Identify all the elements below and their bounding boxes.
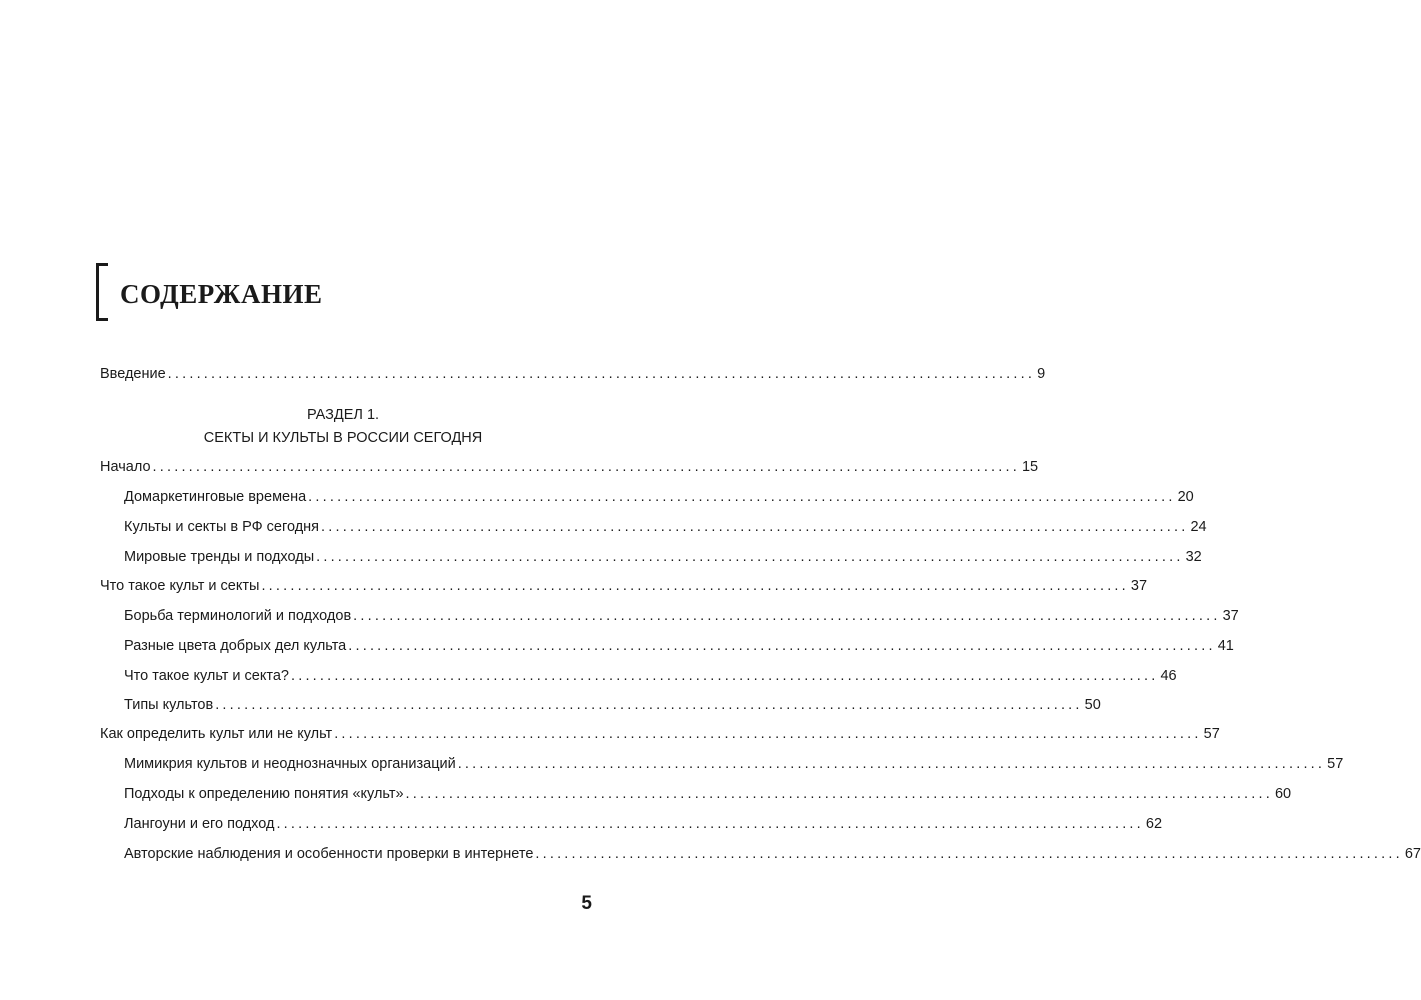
toc-entry-title: Начало xyxy=(100,459,151,475)
toc-entry-title: Введение xyxy=(100,366,166,382)
toc-entry-page: 32 xyxy=(1185,549,1202,565)
toc-leader-dots: ........................................................................................................................ xyxy=(334,726,1202,742)
toc-entry-e3[interactable] xyxy=(100,724,1220,744)
toc-entry-page: 37 xyxy=(1222,608,1239,624)
toc-entry-title: Борьба терминологий и подходов xyxy=(124,608,352,624)
toc-entry-title: Разные цвета добрых дел культа xyxy=(124,638,347,654)
section-title: СЕКТЫ И КУЛЬТЫ В РОССИИ СЕГОДНЯ xyxy=(203,430,483,446)
toc-entry-title: Подходы к определению понятия «культ» xyxy=(124,786,404,802)
toc-entry-title: Мимикрия культов и неоднозначных организаций xyxy=(124,756,456,772)
toc-entry-page: 57 xyxy=(1327,756,1344,772)
toc-entry-e2-1[interactable] xyxy=(124,606,1239,626)
section-label: РАЗДЕЛ 1. xyxy=(306,407,380,423)
toc-leader-dots: ........................................................................................................................ xyxy=(261,578,1129,594)
toc-entry-e3-2[interactable] xyxy=(124,784,1292,804)
toc-entry-title: Типы культов xyxy=(124,697,214,713)
toc-leader-dots: ........................................................................................................................ xyxy=(276,816,1144,832)
toc-entry-page: 67 xyxy=(1404,846,1421,862)
toc-entry-title: Что такое культ и секты xyxy=(100,578,260,594)
toc-entry-page: 15 xyxy=(1021,459,1039,475)
toc-entry-e1-1[interactable] xyxy=(124,487,1194,507)
toc-leader-dots: ........................................................................................................................ xyxy=(291,668,1159,684)
toc-entry-page: 50 xyxy=(1084,697,1101,713)
toc-entry-title: Авторские наблюдения и особенности проверки в интернете xyxy=(124,846,534,862)
toc-leader-dots: ........................................................................................................................ xyxy=(152,459,1020,475)
toc-entry-e3-3[interactable] xyxy=(124,814,1163,834)
toc-entry-page: 46 xyxy=(1160,668,1177,684)
toc-entry-title: Мировые тренды и подходы xyxy=(124,549,315,565)
toc-entry-e2[interactable] xyxy=(100,576,1148,596)
toc-leader-dots: ........................................................................................................................ xyxy=(457,756,1326,772)
toc-entry-page: 24 xyxy=(1190,519,1207,535)
toc-entry-page: 20 xyxy=(1177,489,1194,505)
toc-entry-title: Как определить культ или не культ xyxy=(100,726,333,742)
heading-title: СОДЕРЖАНИЕ xyxy=(120,278,323,309)
toc-leader-dots: ........................................................................................................................ xyxy=(215,697,1083,713)
toc-entry-page: 62 xyxy=(1145,816,1163,832)
toc-leader-dots: ........................................................................................................................ xyxy=(167,366,1036,382)
toc-entry-page: 37 xyxy=(1130,578,1148,594)
toc-entry-intro[interactable] xyxy=(100,364,1046,384)
toc-entry-e2-2[interactable] xyxy=(124,636,1234,656)
toc-entry-title: Что такое культ и секта? xyxy=(124,668,289,684)
toc-entry-e1-2[interactable] xyxy=(124,517,1207,537)
toc-leader-dots: ........................................................................................................................ xyxy=(321,519,1189,535)
heading-bracket xyxy=(96,263,108,321)
page-number: 5 xyxy=(581,893,592,914)
toc-leader-dots: ........................................................................................................................ xyxy=(535,846,1403,862)
toc-entry-page: 9 xyxy=(1037,366,1046,382)
toc-entry-e1-3[interactable] xyxy=(124,547,1202,567)
toc-heading xyxy=(96,262,323,322)
toc-leader-dots: ........................................................................................................................ xyxy=(308,489,1176,505)
toc-entry-e2-4[interactable] xyxy=(124,695,1101,715)
toc-entry-title: Культы и секты в РФ сегодня xyxy=(124,519,320,535)
toc-leader-dots: ........................................................................................................................ xyxy=(348,638,1216,654)
toc-leader-dots: ........................................................................................................................ xyxy=(316,549,1184,565)
toc-leader-dots: ........................................................................................................................ xyxy=(405,786,1273,802)
toc-entry-title: Домаркетинговые времена xyxy=(124,489,307,505)
toc-entry-e1[interactable] xyxy=(100,457,1039,477)
toc-leader-dots: ........................................................................................................................ xyxy=(353,608,1221,624)
toc-entry-e3-4[interactable] xyxy=(124,844,1421,864)
toc-entry-page: 57 xyxy=(1203,726,1220,742)
toc-entry-page: 60 xyxy=(1274,786,1292,802)
toc-entry-page: 41 xyxy=(1217,638,1234,654)
toc-entry-e2-3[interactable] xyxy=(124,666,1177,686)
toc-entry-title: Лангоуни и его подход xyxy=(124,816,275,832)
toc-entry-e3-1[interactable] xyxy=(124,754,1344,774)
